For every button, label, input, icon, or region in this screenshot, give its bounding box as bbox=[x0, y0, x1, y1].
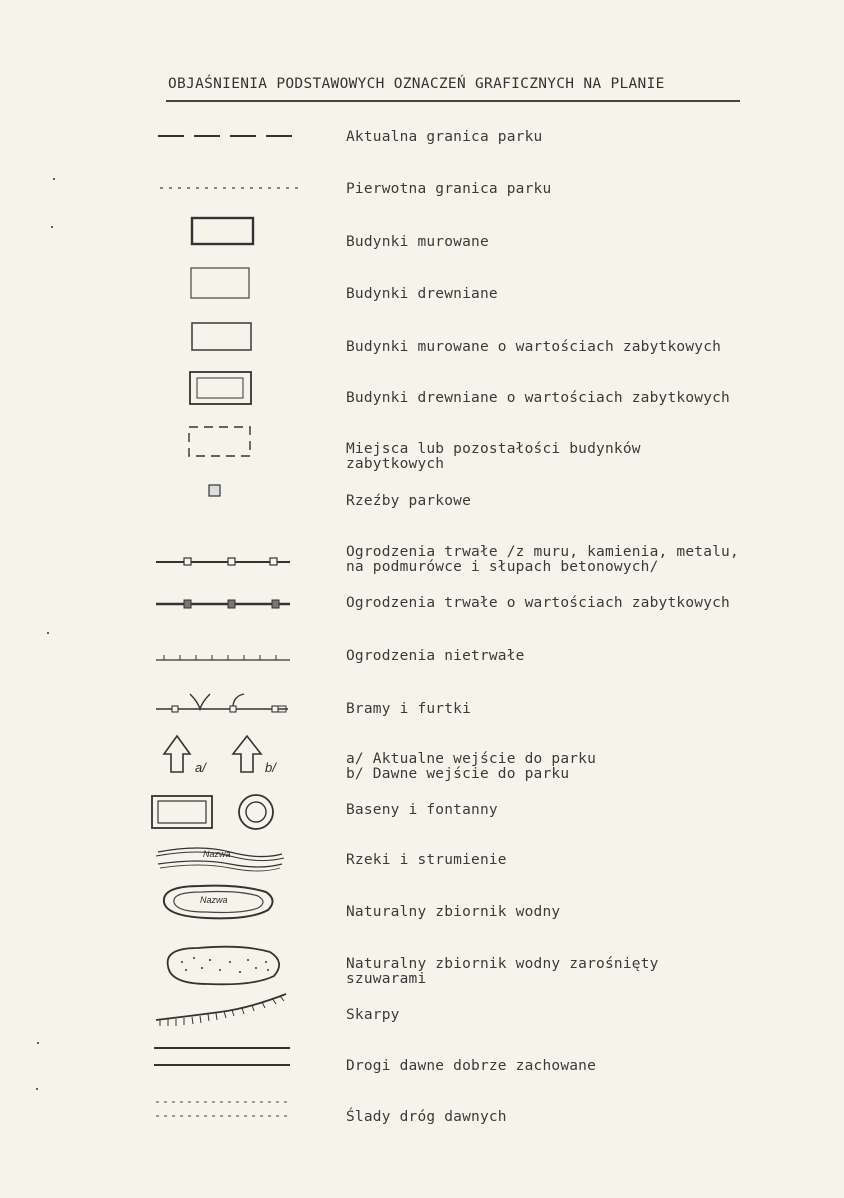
legend-label: Bramy i furtki bbox=[346, 701, 472, 717]
entrance-mark-a: a/ bbox=[195, 760, 206, 775]
legend-label: Drogi dawne dobrze zachowane bbox=[346, 1058, 597, 1074]
title-underline bbox=[166, 100, 740, 102]
entrance-mark-b: b/ bbox=[265, 760, 276, 775]
margin-dot bbox=[37, 1042, 39, 1044]
legend-label: Rzeki i strumienie bbox=[346, 852, 507, 868]
fence-ticks-icon bbox=[150, 632, 300, 692]
legend-label: Budynki drewniane bbox=[346, 286, 498, 302]
legend-label: Naturalny zbiornik wodny bbox=[346, 904, 561, 920]
legend-label: Miejsca lub pozostałości budynków zabytkowych bbox=[346, 441, 641, 472]
legend-label: Rzeźby parkowe bbox=[346, 493, 472, 509]
dashed-line-icon bbox=[150, 110, 300, 170]
legend-label: Aktualna granica parku bbox=[346, 129, 543, 145]
small-square-icon bbox=[150, 474, 300, 534]
legend-label: a/ Aktualne wejście do parku b/ Dawne wejście do parku bbox=[346, 751, 597, 782]
entrance-arrows-icon bbox=[150, 732, 300, 792]
margin-dot bbox=[36, 1088, 38, 1090]
thin-rectangle-icon bbox=[150, 262, 300, 322]
double-line-road-icon bbox=[150, 1036, 300, 1096]
legend-label: Baseny i fontanny bbox=[346, 802, 498, 818]
legend-label: Pierwotna granica parku bbox=[346, 181, 552, 197]
margin-dot bbox=[47, 632, 49, 634]
page-title: OBJAŚNIENIA PODSTAWOWYCH OZNACZEŃ GRAFICZNYCH NA PLANIE bbox=[168, 76, 665, 92]
lake-icon bbox=[150, 880, 300, 940]
dotted-double-line-icon bbox=[150, 1092, 300, 1152]
legend-label: Naturalny zbiornik wodny zarośnięty szuwarami bbox=[346, 956, 659, 987]
margin-dot bbox=[53, 178, 55, 180]
lake-name-mark: Nazwa bbox=[200, 895, 228, 905]
legend-label: Budynki murowane bbox=[346, 234, 489, 250]
legend-label: Skarpy bbox=[346, 1007, 400, 1023]
legend-label: Budynki drewniane o wartościach zabytkowych bbox=[346, 390, 730, 406]
legend-label: Budynki murowane o wartościach zabytkowych bbox=[346, 339, 722, 355]
thick-rectangle-icon bbox=[150, 210, 300, 270]
legend-label: Ogrodzenia trwałe o wartościach zabytkowych bbox=[346, 595, 730, 611]
double-rectangle-icon bbox=[150, 366, 300, 426]
fence-filled-posts-icon bbox=[150, 580, 300, 640]
margin-dot bbox=[51, 226, 53, 228]
legend-label: Ogrodzenia nietrwałe bbox=[346, 648, 525, 664]
dashed-rectangle-icon bbox=[150, 420, 300, 480]
river-name-mark: Nazwa bbox=[203, 849, 231, 859]
legend-label: Ślady dróg dawnych bbox=[346, 1109, 507, 1125]
legend-label: Ogrodzenia trwałe /z muru, kamienia, metalu, na podmurówce i słupach betonowych/ bbox=[346, 544, 739, 575]
